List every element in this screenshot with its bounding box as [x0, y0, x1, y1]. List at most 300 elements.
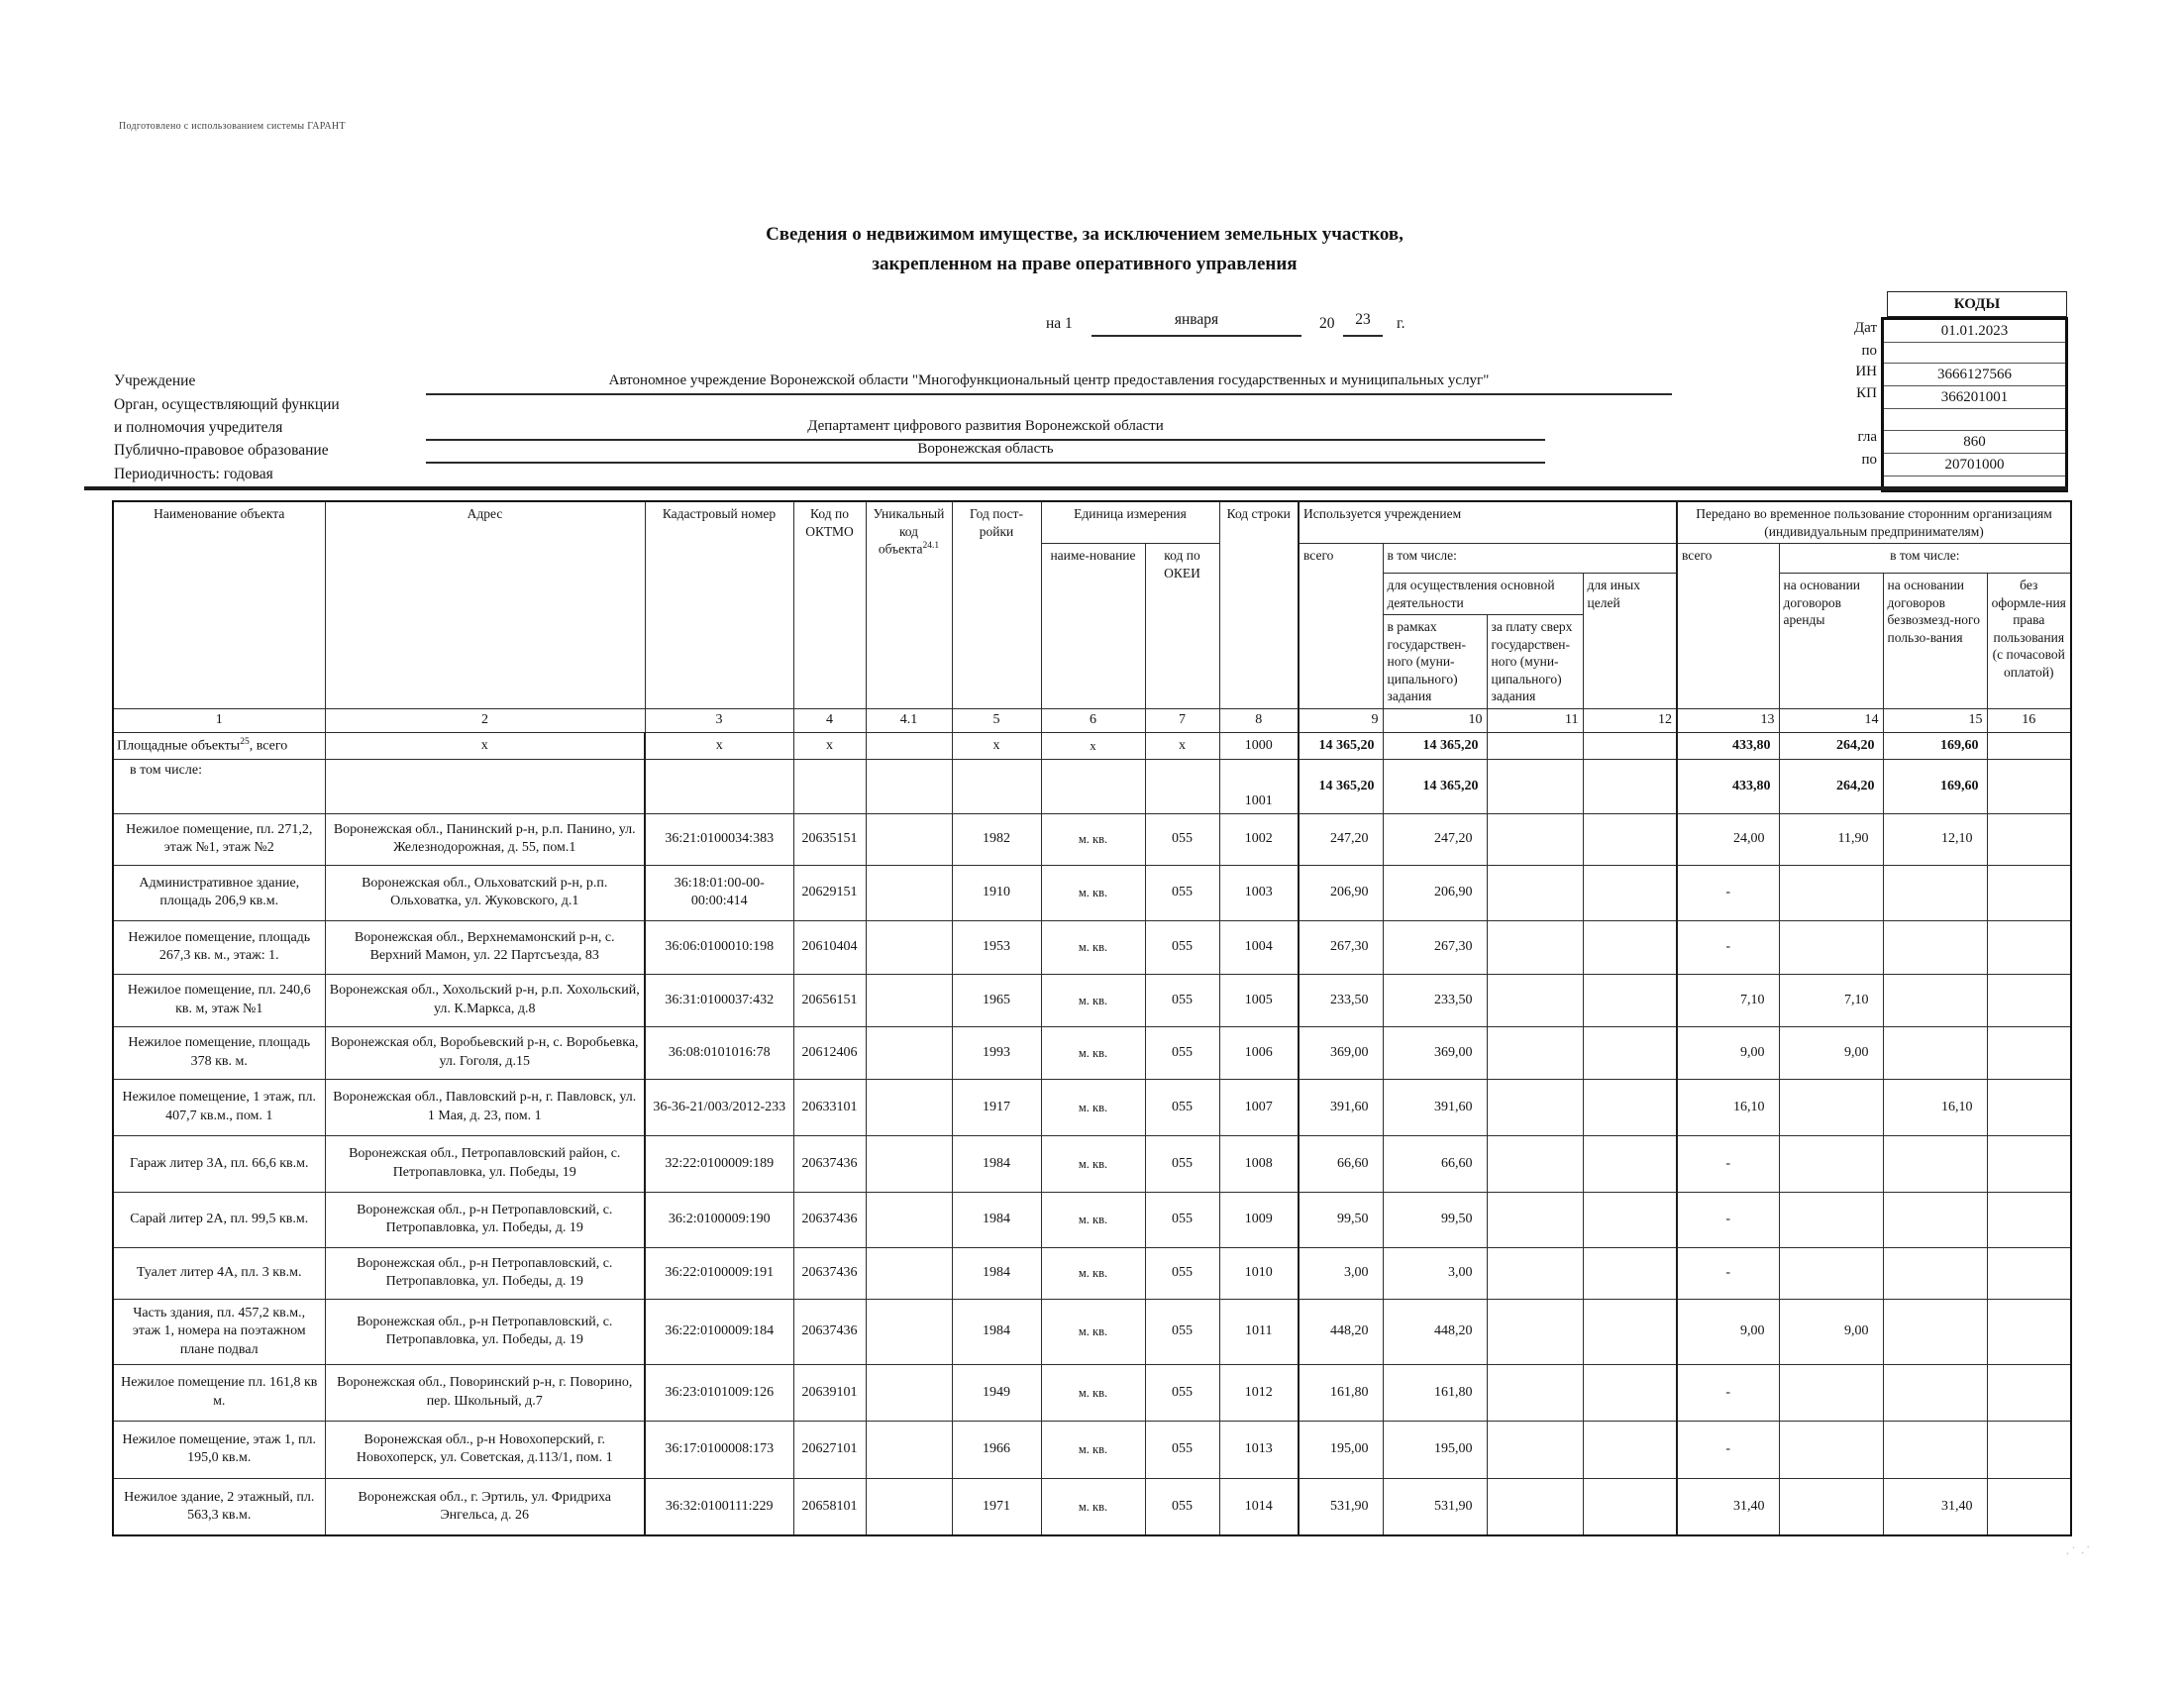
- cell-v14: [1779, 1478, 1883, 1535]
- codes-chapter-value: 860: [1884, 431, 2065, 454]
- cell-v16: [1987, 974, 2071, 1026]
- cell-v10: 66,60: [1383, 1135, 1487, 1192]
- cell-address: [325, 759, 645, 813]
- cell-cadastral: 36:2:0100009:190: [645, 1192, 793, 1247]
- col-header-year: Год пост-ройки: [952, 501, 1041, 708]
- cell-okei: 055: [1145, 1135, 1219, 1192]
- report-date-century: 20: [1319, 315, 1335, 332]
- cell-v12: [1583, 759, 1677, 813]
- cell-v16: [1987, 1421, 2071, 1478]
- cell-v14: [1779, 1135, 1883, 1192]
- cell-unit: м. кв.: [1041, 1364, 1145, 1421]
- cell-unit: м. кв.: [1041, 865, 1145, 920]
- col-header-used-by-institution: Используется учреждением: [1299, 501, 1677, 544]
- cell-v13: -: [1677, 920, 1779, 974]
- table-row-1002: [113, 813, 2071, 865]
- value-founder: Департамент цифрового развития Воронежской области: [426, 414, 1545, 441]
- col-header-used-total: всего: [1299, 544, 1383, 709]
- cell-year: 1993: [952, 1026, 1041, 1079]
- cell-name: Административное здание, площадь 206,9 кв.м.: [113, 865, 325, 920]
- cell-v9: 247,20: [1299, 813, 1383, 865]
- cell-okei: 055: [1145, 974, 1219, 1026]
- cell-address: Воронежская обл., Поворинский р-н, г. Поворино, пер. Школьный, д.7: [325, 1364, 645, 1421]
- cell-v16: [1987, 1478, 2071, 1535]
- cell-name: Гараж литер 3А, пл. 66,6 кв.м.: [113, 1135, 325, 1192]
- col-num-12: 12: [1583, 708, 1677, 732]
- cell-v13: 433,80: [1677, 732, 1779, 759]
- cell-v15: [1883, 974, 1987, 1026]
- col-num-16: 16: [1987, 708, 2071, 732]
- cell-v11: [1487, 865, 1583, 920]
- value-institution: Автономное учреждение Воронежской области "Многофункциональный центр предоставления государственных и муниципальных услуг": [426, 369, 1672, 395]
- cell-unique-code: [866, 1026, 952, 1079]
- cell-v11: [1487, 1299, 1583, 1364]
- cell-line-code: 1012: [1219, 1364, 1299, 1421]
- cell-v11: [1487, 1026, 1583, 1079]
- cell-v9: 195,00: [1299, 1421, 1383, 1478]
- report-date-month: января: [1092, 311, 1301, 337]
- cell-v12: [1583, 1135, 1677, 1192]
- col-header-transferred: Передано во временное пользование сторонним организациям (индивидуальным предпринимателям): [1677, 501, 2071, 544]
- col-header-unit-group: Единица измерения: [1041, 501, 1219, 544]
- cell-v16: [1987, 1247, 2071, 1299]
- cell-v12: [1583, 813, 1677, 865]
- cell-year: 1917: [952, 1079, 1041, 1135]
- cell-v9: 233,50: [1299, 974, 1383, 1026]
- cell-v15: [1883, 1247, 1987, 1299]
- cell-v11: [1487, 920, 1583, 974]
- cell-v9: 448,20: [1299, 1299, 1383, 1364]
- cell-v12: [1583, 865, 1677, 920]
- table-row-1010: [113, 1247, 2071, 1299]
- table-row-1003: [113, 865, 2071, 920]
- cell-unique-code: [866, 1364, 952, 1421]
- codes-oktmo-label: по: [1861, 452, 1877, 468]
- table-row-1013: [113, 1421, 2071, 1478]
- cell-v15: [1883, 1135, 1987, 1192]
- cell-cadastral: 36:22:0100009:184: [645, 1299, 793, 1364]
- cell-unit: м. кв.: [1041, 920, 1145, 974]
- cell-v16: [1987, 1135, 2071, 1192]
- table-row-1007: [113, 1079, 2071, 1135]
- cell-v13: 31,40: [1677, 1478, 1779, 1535]
- cell-line-code: 1000: [1219, 732, 1299, 759]
- cell-v14: 11,90: [1779, 813, 1883, 865]
- cell-oktmo: 20639101: [793, 1364, 866, 1421]
- cell-v15: [1883, 1026, 1987, 1079]
- cell-v10: 14 365,20: [1383, 759, 1487, 813]
- cell-okei: 055: [1145, 1247, 1219, 1299]
- cell-v16: [1987, 1299, 2071, 1364]
- cell-v14: [1779, 1364, 1883, 1421]
- cell-v15: [1883, 865, 1987, 920]
- col-header-cadastral: Кадастровый номер: [645, 501, 793, 708]
- cell-cadastral: 36:31:0100037:432: [645, 974, 793, 1026]
- cell-v13: -: [1677, 1247, 1779, 1299]
- cell-v13: 7,10: [1677, 974, 1779, 1026]
- cell-v9: 161,80: [1299, 1364, 1383, 1421]
- report-date-suffix: г.: [1397, 315, 1405, 332]
- cell-v13: 16,10: [1677, 1079, 1779, 1135]
- cell-cadastral: 36:18:01:00-00-00:00:414: [645, 865, 793, 920]
- table-row-1006: [113, 1026, 2071, 1079]
- cell-unique-code: [866, 1135, 952, 1192]
- table-row-1004: [113, 920, 2071, 974]
- label-periodicity: Периодичность: годовая: [114, 466, 273, 482]
- cell-oktmo: 20637436: [793, 1299, 866, 1364]
- report-date-year: 23: [1343, 311, 1383, 337]
- col-header-lease-agreements: на основании договоров аренды: [1779, 574, 1883, 709]
- cell-cadastral: 32:22:0100009:189: [645, 1135, 793, 1192]
- cell-line-code: 1008: [1219, 1135, 1299, 1192]
- cell-line-code: 1002: [1219, 813, 1299, 865]
- cell-unit: м. кв.: [1041, 1079, 1145, 1135]
- table-row-1005: [113, 974, 2071, 1026]
- cell-address: х: [325, 732, 645, 759]
- codes-kpp-label: КП: [1856, 385, 1877, 401]
- col-num-2: 2: [325, 708, 645, 732]
- cell-v10: 391,60: [1383, 1079, 1487, 1135]
- cell-cadastral: 36:22:0100009:191: [645, 1247, 793, 1299]
- col-header-no-registration: без оформле-ния права пользования (с почасовой оплатой): [1987, 574, 2071, 709]
- cell-address: Воронежская обл., Хохольский р-н, р.п. Хохольский, ул. К.Маркса, д.8: [325, 974, 645, 1026]
- cell-v13: -: [1677, 1364, 1779, 1421]
- cell-v14: 9,00: [1779, 1299, 1883, 1364]
- cell-year: 1971: [952, 1478, 1041, 1535]
- col-num-1: 1: [113, 708, 325, 732]
- cell-unit: х: [1041, 732, 1145, 759]
- cell-v11: [1487, 1247, 1583, 1299]
- cell-okei: 055: [1145, 1299, 1219, 1364]
- cell-v11: [1487, 1478, 1583, 1535]
- cell-year: х: [952, 732, 1041, 759]
- codes-okud-value: [1884, 343, 2065, 364]
- cell-v13: -: [1677, 1135, 1779, 1192]
- cell-cadastral: 36:06:0100010:198: [645, 920, 793, 974]
- cell-name: Нежилое здание, 2 этажный, пл. 563,3 кв.м.: [113, 1478, 325, 1535]
- cell-v15: [1883, 1364, 1987, 1421]
- col-header-core-activity: для осуществления основной деятельности: [1383, 574, 1583, 615]
- col-header-oktmo: Код по ОКТМО: [793, 501, 866, 708]
- cell-v16: [1987, 1364, 2071, 1421]
- codes-inn-value: 3666127566: [1884, 364, 2065, 386]
- cell-v10: 206,90: [1383, 865, 1487, 920]
- cell-unit: м. кв.: [1041, 813, 1145, 865]
- cell-address: Воронежская обл., Верхнемамонский р-н, с. Верхний Мамон, ул. 22 Партсъезда, 83: [325, 920, 645, 974]
- title-line-2: закрепленном на праве оперативного управления: [872, 254, 1298, 274]
- col-header-other-purposes: для иных целей: [1583, 574, 1677, 709]
- title-line-1: Сведения о недвижимом имуществе, за исключением земельных участков,: [766, 224, 1404, 245]
- cell-year: 1984: [952, 1135, 1041, 1192]
- cell-v16: [1987, 732, 2071, 759]
- cell-year: [952, 759, 1041, 813]
- cell-oktmo: [793, 759, 866, 813]
- table-row-1000: [113, 732, 2071, 759]
- cell-oktmo: 20612406: [793, 1026, 866, 1079]
- cell-v10: 161,80: [1383, 1364, 1487, 1421]
- cell-name: Нежилое помещение, площадь 267,3 кв. м., этаж: 1.: [113, 920, 325, 974]
- cell-address: Воронежская обл., р-н Петропавловский, с. Петропавловка, ул. Победы, д. 19: [325, 1247, 645, 1299]
- cell-cadastral: 36:23:0101009:126: [645, 1364, 793, 1421]
- cell-address: Воронежская обл, Воробьевский р-н, с. Воробьевка, ул. Гоголя, д.15: [325, 1026, 645, 1079]
- cell-unique-code: [866, 865, 952, 920]
- cell-oktmo: 20658101: [793, 1478, 866, 1535]
- label-founder-line2: и полномочия учредителя: [114, 419, 283, 436]
- cell-v12: [1583, 1026, 1677, 1079]
- cell-line-code: 1014: [1219, 1478, 1299, 1535]
- cell-oktmo: 20656151: [793, 974, 866, 1026]
- cell-cadastral: 36:17:0100008:173: [645, 1421, 793, 1478]
- cell-unit: м. кв.: [1041, 1299, 1145, 1364]
- cell-v16: [1987, 813, 2071, 865]
- cell-year: 1953: [952, 920, 1041, 974]
- cell-v10: 448,20: [1383, 1299, 1487, 1364]
- cell-v12: [1583, 1192, 1677, 1247]
- cell-v14: 264,20: [1779, 732, 1883, 759]
- scan-smudge: ·˙.·: [2063, 1538, 2096, 1563]
- cell-line-code: 1010: [1219, 1247, 1299, 1299]
- cell-v12: [1583, 1247, 1677, 1299]
- cell-unique-code: [866, 1421, 952, 1478]
- col-num-13: 13: [1677, 708, 1779, 732]
- cell-address: Воронежская обл., г. Эртиль, ул. Фридриха Энгельса, д. 26: [325, 1478, 645, 1535]
- cell-unique-code: [866, 1478, 952, 1535]
- cell-v15: 12,10: [1883, 813, 1987, 865]
- cell-v14: 9,00: [1779, 1026, 1883, 1079]
- cell-v10: 195,00: [1383, 1421, 1487, 1478]
- cell-v10: 3,00: [1383, 1247, 1487, 1299]
- cell-unique-code: [866, 1247, 952, 1299]
- cell-v10: 267,30: [1383, 920, 1487, 974]
- col-num-3: 3: [645, 708, 793, 732]
- cell-year: 1949: [952, 1364, 1041, 1421]
- cell-v11: [1487, 759, 1583, 813]
- cell-line-code: 1003: [1219, 865, 1299, 920]
- property-table: [112, 500, 2072, 1536]
- cell-v15: 169,60: [1883, 732, 1987, 759]
- cell-unique-code: [866, 1299, 952, 1364]
- cell-cadastral: 36:32:0100111:229: [645, 1478, 793, 1535]
- cell-v13: 433,80: [1677, 759, 1779, 813]
- cell-line-code: 1001: [1219, 759, 1299, 813]
- cell-name: Часть здания, пл. 457,2 кв.м., этаж 1, номера на поэтажном плане подвал: [113, 1299, 325, 1364]
- cell-cadastral: 36-36-21/003/2012-233: [645, 1079, 793, 1135]
- col-header-paid-over-task: за плату сверх государствен-ного (муни-ципального) задания: [1487, 615, 1583, 709]
- cell-name: Нежилое помещение, пл. 271,2, этаж №1, этаж №2: [113, 813, 325, 865]
- cell-v12: [1583, 732, 1677, 759]
- col-num-4-1: 4.1: [866, 708, 952, 732]
- cell-v10: 99,50: [1383, 1192, 1487, 1247]
- cell-oktmo: 20629151: [793, 865, 866, 920]
- col-header-unique-code: [866, 501, 952, 708]
- cell-okei: 055: [1145, 813, 1219, 865]
- codes-inn-label: ИН: [1855, 364, 1877, 379]
- cell-oktmo: 20637436: [793, 1192, 866, 1247]
- cell-v12: [1583, 974, 1677, 1026]
- cell-v9: 66,60: [1299, 1135, 1383, 1192]
- cell-unique-code: [866, 974, 952, 1026]
- cell-v13: -: [1677, 865, 1779, 920]
- cell-unique-code: [866, 1192, 952, 1247]
- cell-line-code: 1004: [1219, 920, 1299, 974]
- cell-v10: 369,00: [1383, 1026, 1487, 1079]
- cell-v16: [1987, 1192, 2071, 1247]
- cell-address: Воронежская обл., Панинский р-н, р.п. Панино, ул. Железнодорожная, д. 55, пом.1: [325, 813, 645, 865]
- cell-oktmo: 20610404: [793, 920, 866, 974]
- cell-year: 1966: [952, 1421, 1041, 1478]
- cell-v14: 7,10: [1779, 974, 1883, 1026]
- cell-v9: 391,60: [1299, 1079, 1383, 1135]
- col-num-5: 5: [952, 708, 1041, 732]
- table-row-1011: [113, 1299, 2071, 1364]
- cell-line-code: 1006: [1219, 1026, 1299, 1079]
- cell-name: Нежилое помещение, площадь 378 кв. м.: [113, 1026, 325, 1079]
- cell-v9: 206,90: [1299, 865, 1383, 920]
- codes-date-label: Дат: [1853, 320, 1877, 336]
- cell-oktmo: 20627101: [793, 1421, 866, 1478]
- cell-v15: 31,40: [1883, 1478, 1987, 1535]
- cell-v13: 24,00: [1677, 813, 1779, 865]
- page-title: [589, 220, 1580, 279]
- cell-v10: 247,20: [1383, 813, 1487, 865]
- codes-chapter-label: гла: [1857, 429, 1877, 445]
- cell-v13: 9,00: [1677, 1026, 1779, 1079]
- cell-oktmo: 20633101: [793, 1079, 866, 1135]
- col-header-okei: код по ОКЕИ: [1145, 544, 1219, 709]
- column-numbers-row: [113, 708, 2071, 732]
- cell-v10: 14 365,20: [1383, 732, 1487, 759]
- cell-v15: 16,10: [1883, 1079, 1987, 1135]
- cell-line-code: 1007: [1219, 1079, 1299, 1135]
- col-num-14: 14: [1779, 708, 1883, 732]
- cell-name: Сарай литер 2А, пл. 99,5 кв.м.: [113, 1192, 325, 1247]
- col-num-11: 11: [1487, 708, 1583, 732]
- report-date-prefix: на 1: [1046, 315, 1073, 332]
- col-header-unit-name: наиме-нование: [1041, 544, 1145, 709]
- cell-v12: [1583, 1299, 1677, 1364]
- cell-unique-code: [866, 813, 952, 865]
- col-header-address: Адрес: [325, 501, 645, 708]
- cell-v9: 3,00: [1299, 1247, 1383, 1299]
- cell-line-code: 1005: [1219, 974, 1299, 1026]
- table-row-1014: [113, 1478, 2071, 1535]
- cell-v14: [1779, 1079, 1883, 1135]
- codes-box-header: КОДЫ: [1887, 291, 2067, 317]
- col-header-transferred-total: всего: [1677, 544, 1779, 709]
- col-header-transferred-including: в том числе:: [1779, 544, 2071, 574]
- cell-year: 1982: [952, 813, 1041, 865]
- cell-oktmo: 20637436: [793, 1135, 866, 1192]
- cell-unit: [1041, 759, 1145, 813]
- codes-oktmo-value: 20701000: [1884, 454, 2065, 476]
- cell-cadastral: 36:08:0101016:78: [645, 1026, 793, 1079]
- cell-name: Нежилое помещение пл. 161,8 кв м.: [113, 1364, 325, 1421]
- cell-unit: м. кв.: [1041, 1421, 1145, 1478]
- cell-v9: 267,30: [1299, 920, 1383, 974]
- cell-address: Воронежская обл., Петропавловский район, с. Петропавловка, ул. Победы, 19: [325, 1135, 645, 1192]
- cell-v14: [1779, 865, 1883, 920]
- cell-v13: -: [1677, 1421, 1779, 1478]
- cell-year: 1984: [952, 1299, 1041, 1364]
- cell-name: Туалет литер 4А, пл. 3 кв.м.: [113, 1247, 325, 1299]
- cell-cadastral: [645, 759, 793, 813]
- cell-v11: [1487, 1421, 1583, 1478]
- cell-v16: [1987, 1026, 2071, 1079]
- cell-v16: [1987, 1079, 2071, 1135]
- col-header-used-including: в том числе:: [1383, 544, 1677, 574]
- table-row-1009: [113, 1192, 2071, 1247]
- codes-kpp-value: 366201001: [1884, 386, 2065, 409]
- cell-address: Воронежская обл., Павловский р-н, г. Павловск, ул. 1 Мая, д. 23, пом. 1: [325, 1079, 645, 1135]
- cell-v11: [1487, 1364, 1583, 1421]
- col-num-6: 6: [1041, 708, 1145, 732]
- cell-name: в том числе:: [113, 759, 325, 813]
- cell-line-code: 1013: [1219, 1421, 1299, 1478]
- col-header-line-code: Код строки: [1219, 501, 1299, 708]
- codes-box: [1881, 317, 2068, 492]
- cell-v13: -: [1677, 1192, 1779, 1247]
- codes-empty-row: [1884, 409, 2065, 431]
- col-header-gratuitous-use: на основании договоров безвозмезд-ного пользо-вания: [1883, 574, 1987, 709]
- value-public-entity: Воронежская область: [426, 437, 1545, 464]
- separator-line: [84, 486, 2068, 490]
- cell-v10: 233,50: [1383, 974, 1487, 1026]
- cell-name: Площадные объекты$^{25}$, всего: [113, 732, 325, 759]
- cell-unique-code: [866, 1079, 952, 1135]
- cell-v10: 531,90: [1383, 1478, 1487, 1535]
- cell-v14: [1779, 1247, 1883, 1299]
- cell-okei: 055: [1145, 1421, 1219, 1478]
- cell-unit: м. кв.: [1041, 1478, 1145, 1535]
- cell-okei: 055: [1145, 1192, 1219, 1247]
- cell-address: Воронежская обл., Ольховатский р-н, р.п. Ольховатка, ул. Жуковского, д.1: [325, 865, 645, 920]
- cell-name: Нежилое помещение, этаж 1, пл. 195,0 кв.м.: [113, 1421, 325, 1478]
- col-header-state-task: в рамках государствен-ного (муни-ципального) задания: [1383, 615, 1487, 709]
- cell-unit: м. кв.: [1041, 974, 1145, 1026]
- cell-name: Нежилое помещение, пл. 240,6 кв. м, этаж №1: [113, 974, 325, 1026]
- col-num-15: 15: [1883, 708, 1987, 732]
- cell-unique-code: [866, 920, 952, 974]
- table-row-1012: [113, 1364, 2071, 1421]
- cell-unique-code: [866, 759, 952, 813]
- cell-cadastral: х: [645, 732, 793, 759]
- unique-code-footnote: 24.1: [922, 541, 940, 552]
- cell-v9: 531,90: [1299, 1478, 1383, 1535]
- col-header-object-name: Наименование объекта: [113, 501, 325, 708]
- cell-line-code: 1009: [1219, 1192, 1299, 1247]
- cell-v15: [1883, 1421, 1987, 1478]
- cell-year: 1910: [952, 865, 1041, 920]
- label-public-entity: Публично-правовое образование: [114, 442, 329, 459]
- cell-year: 1984: [952, 1247, 1041, 1299]
- table-row-1008: [113, 1135, 2071, 1192]
- col-num-8: 8: [1219, 708, 1299, 732]
- cell-v14: [1779, 1192, 1883, 1247]
- cell-okei: 055: [1145, 1026, 1219, 1079]
- cell-v11: [1487, 974, 1583, 1026]
- cell-v15: [1883, 1299, 1987, 1364]
- cell-year: 1965: [952, 974, 1041, 1026]
- cell-v12: [1583, 1421, 1677, 1478]
- cell-cadastral: 36:21:0100034:383: [645, 813, 793, 865]
- cell-name: Нежилое помещение, 1 этаж, пл. 407,7 кв.м., пом. 1: [113, 1079, 325, 1135]
- cell-year: 1984: [952, 1192, 1041, 1247]
- cell-v9: 99,50: [1299, 1192, 1383, 1247]
- col-num-7: 7: [1145, 708, 1219, 732]
- codes-date-value: 01.01.2023: [1884, 320, 2065, 343]
- cell-v14: [1779, 920, 1883, 974]
- cell-v12: [1583, 1478, 1677, 1535]
